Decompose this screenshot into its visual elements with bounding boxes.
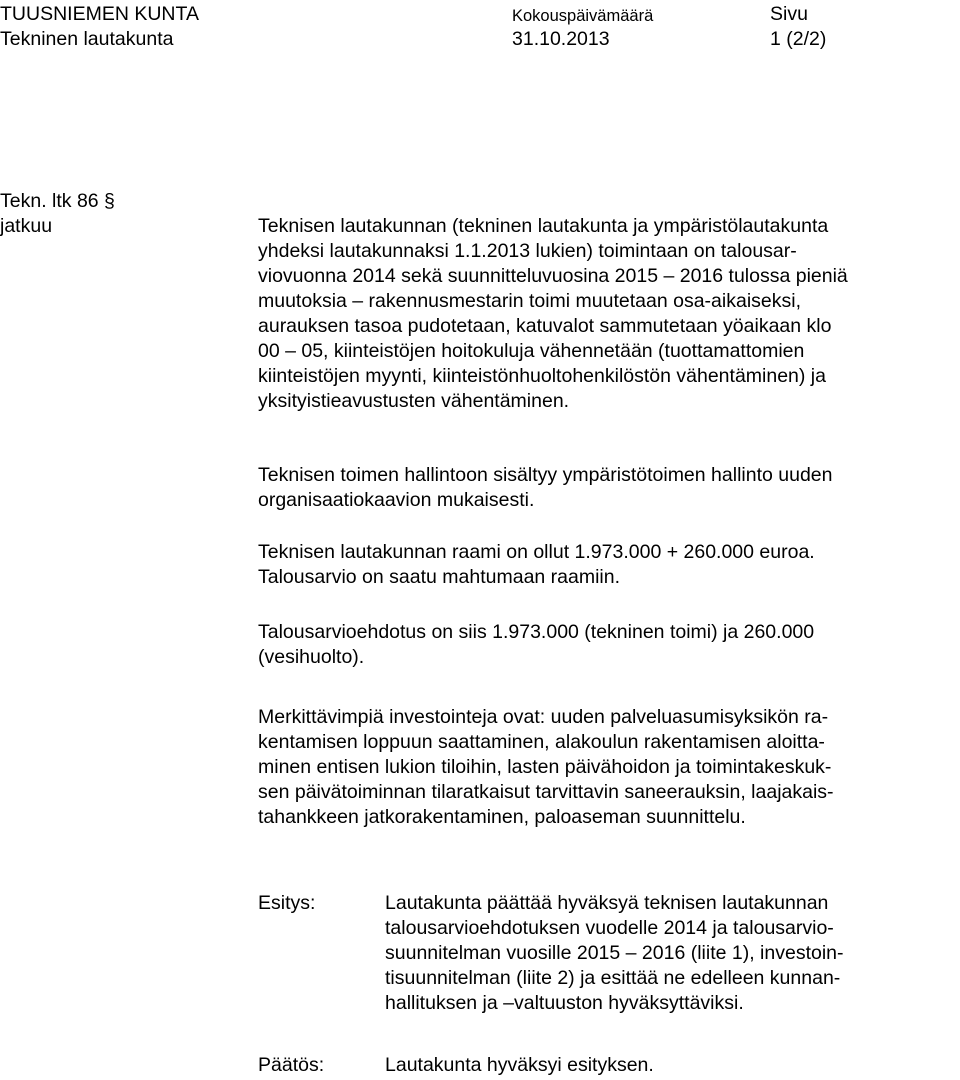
meeting-date: 31.10.2013 [512,28,610,50]
text-line: Teknisen lautakunnan (tekninen lautakunta ja ympäristölautakunta [258,215,829,237]
text-line: tisuunnitelman (liite 2) ja esittää ne edelleen kunnan- [385,967,841,989]
page-number: 1 (2/2) [770,28,827,50]
text-line: suunnitelman vuosille 2015 – 2016 (liite 1), investoin- [385,942,844,964]
text-line: Talousarvio on saatu mahtumaan raamiin. [258,566,621,588]
decision-text: Lautakunta hyväksyi esityksen. [385,1054,654,1076]
text-line: talousarvioehdotuksen vuodelle 2014 ja talousarvio- [385,917,834,939]
paragraph-1 [258,214,848,414]
page-label: Sivu [770,3,808,25]
text-line: aurauksen tasoa pudotetaan, katuvalot sammutetaan yöaikaan klo [258,315,832,337]
section-continued: jatkuu [0,215,53,237]
text-line: organisaatiokaavion mukaisesti. [258,489,535,511]
paragraph-5 [258,705,834,830]
text-line: minen entisen lukion tiloihin, lasten päivähoidon ja toimintakeskuk- [258,756,832,778]
text-line: Teknisen toimen hallintoon sisältyy ympäristötoimen hallinto uuden [258,464,833,486]
text-line: kiinteistöjen myynti, kiinteistönhuoltohenkilöstön vähentäminen) ja [258,365,826,387]
text-line: Merkittävimpiä investointeja ovat: uuden palveluasumisyksikön ra- [258,706,829,728]
proposal-label: Esitys: [258,892,316,914]
paragraph-4 [258,620,814,670]
decision-label: Päätös: [258,1054,325,1076]
text-line: Talousarvioehdotus on siis 1.973.000 (tekninen toimi) ja 260.000 [258,621,815,643]
text-line: Teknisen lautakunnan raami on ollut 1.973.000 + 260.000 euroa. [258,541,815,563]
text-line: hallituksen ja –valtuuston hyväksyttäviksi. [385,992,744,1014]
text-line: 00 – 05, kiinteistöjen hoitokuluja vähennetään (tuottamattomien [258,340,805,362]
proposal-text [385,891,844,1016]
organization-name: TUUSNIEMEN KUNTA [0,3,199,25]
committee-name: Tekninen lautakunta [0,28,174,50]
paragraph-3 [258,540,815,590]
text-line: Lautakunta päättää hyväksyä teknisen lautakunnan [385,892,829,914]
paragraph-2 [258,463,832,513]
text-line: yksityistieavustusten vähentäminen. [258,390,570,412]
text-line: muutoksia – rakennusmestarin toimi muutetaan osa-aikaiseksi, [258,290,802,312]
text-line: kentamisen loppuun saattaminen, alakoulun rakentamisen aloitta- [258,731,825,753]
section-reference: Tekn. ltk 86 § [0,190,115,212]
text-line: (vesihuolto). [258,646,365,668]
text-line: yhdeksi lautakunnaksi 1.1.2013 lukien) toimintaan on talousar- [258,240,797,262]
meeting-date-label: Kokouspäivämäärä [512,7,654,25]
text-line: tahankkeen jatkorakentaminen, paloaseman suunnittelu. [258,806,746,828]
text-line: viovuonna 2014 sekä suunnitteluvuosina 2015 – 2016 tulossa pieniä [258,265,848,287]
text-line: sen päivätoiminnan tilaratkaisut tarvittavin saneerauksin, laajakais- [258,781,834,803]
